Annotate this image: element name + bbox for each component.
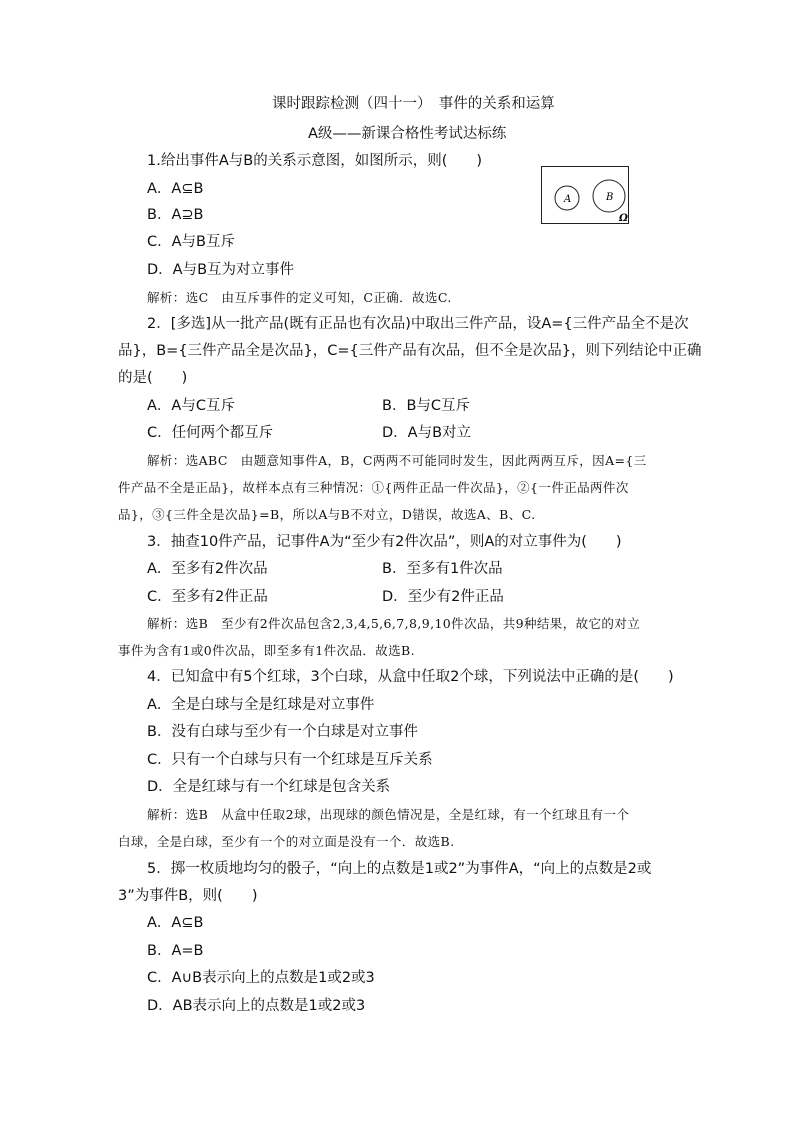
q4-option-a: A．全是白球与全是红球是对立事件 xyxy=(147,697,375,713)
q5-stem-line-2: 3”为事件B，则( ) xyxy=(118,888,258,904)
q4-option-b: B．没有白球与至少有一个白球是对立事件 xyxy=(147,724,418,740)
q3-option-d: D．至少有2件正品 xyxy=(382,589,504,605)
q1-option-c: C．A与B互斥 xyxy=(147,234,235,250)
q1-option-d: D．A与B互为对立事件 xyxy=(147,262,295,278)
q5-stem-line-1: 5．掷一枚质地均匀的骰子，“向上的点数是1或2”为事件A，“向上的点数是2或 xyxy=(147,861,652,877)
set-b-label: B xyxy=(606,192,614,203)
q5-option-d: D．AB表示向上的点数是1或2或3 xyxy=(147,998,366,1014)
q5-option-c: C．A∪B表示向上的点数是1或2或3 xyxy=(147,970,375,986)
q1-option-b: B．A⊇B xyxy=(147,207,204,223)
omega-label: Ω xyxy=(619,213,628,224)
q2-option-a: A．A与C互斥 xyxy=(147,398,235,414)
q2-explanation-line-3: 品}，③{三件全是次品}=B，所以A与B不对立，D错误，故选A、B、C. xyxy=(118,507,536,522)
page-title: 课时跟踪检测（四十一） 事件的关系和运算 xyxy=(272,96,555,112)
q4-explanation-line-1: 解析：选B 从盒中任取2球，出现球的颜色情况是，全是红球，有一个红球且有一个 xyxy=(147,807,630,822)
q3-option-a: A．至多有2件次品 xyxy=(147,561,268,577)
q2-stem-line-2: 品}，B={三件产品全是次品}，C={三件产品有次品，但不全是次品}，则下列结论中正确 xyxy=(118,343,702,359)
q1-option-a: A．A⊆B xyxy=(147,181,204,197)
q2-option-d: D．A与B对立 xyxy=(382,425,472,441)
q2-option-c: C．任何两个都互斥 xyxy=(147,425,274,441)
page-subtitle: A级——新课合格性考试达标练 xyxy=(308,126,507,142)
q3-option-b: B．至多有1件次品 xyxy=(382,561,503,577)
q2-stem-line-3: 的是( ) xyxy=(118,370,188,386)
q5-option-b: B．A=B xyxy=(147,943,204,959)
q2-explanation-line-2: 件产品不全是正品}，故样本点有三种情况：①{两件正品一件次品}，②{一件正品两件次 xyxy=(118,480,629,495)
set-a-label: A xyxy=(564,194,572,205)
q4-explanation-line-2: 白球，全是白球，至少有一个的对立面是没有一个．故选B. xyxy=(118,834,455,849)
q5-option-a: A．A⊆B xyxy=(147,915,204,931)
q3-option-c: C．至多有2件正品 xyxy=(147,589,268,605)
q3-explanation-line-1: 解析：选B 至少有2件次品包含2,3,4,5,6,7,8,9,10件次品，共9种结果，故它的对立 xyxy=(147,616,641,631)
q4-stem: 4．已知盒中有5个红球，3个白球，从盒中任取2个球，下列说法中正确的是( ) xyxy=(147,669,674,685)
q3-stem: 3．抽查10件产品，记事件A为“至少有2件次品”，则A的对立事件为( ) xyxy=(147,534,622,550)
venn-diagram xyxy=(541,166,629,224)
q1-explanation: 解析：选C 由互斥事件的定义可知，C正确．故选C. xyxy=(147,290,452,305)
q2-explanation-line-1: 解析：选ABC 由题意知事件A，B，C两两不可能同时发生，因此两两互斥，因A={三 xyxy=(147,453,647,468)
q4-option-d: D．全是红球与有一个红球是包含关系 xyxy=(147,779,391,795)
q2-option-b: B．B与C互斥 xyxy=(382,398,471,414)
q1-stem: 1.给出事件A与B的关系示意图，如图所示，则( ) xyxy=(147,153,483,169)
q2-stem-line-1: 2．[多选]从一批产品(既有正品也有次品)中取出三件产品，设A={三件产品全不是次 xyxy=(147,316,689,332)
q4-option-c: C．只有一个白球与只有一个红球是互斥关系 xyxy=(147,752,433,768)
q3-explanation-line-2: 事件为含有1或0件次品，即至多有1件次品．故选B. xyxy=(118,643,416,658)
